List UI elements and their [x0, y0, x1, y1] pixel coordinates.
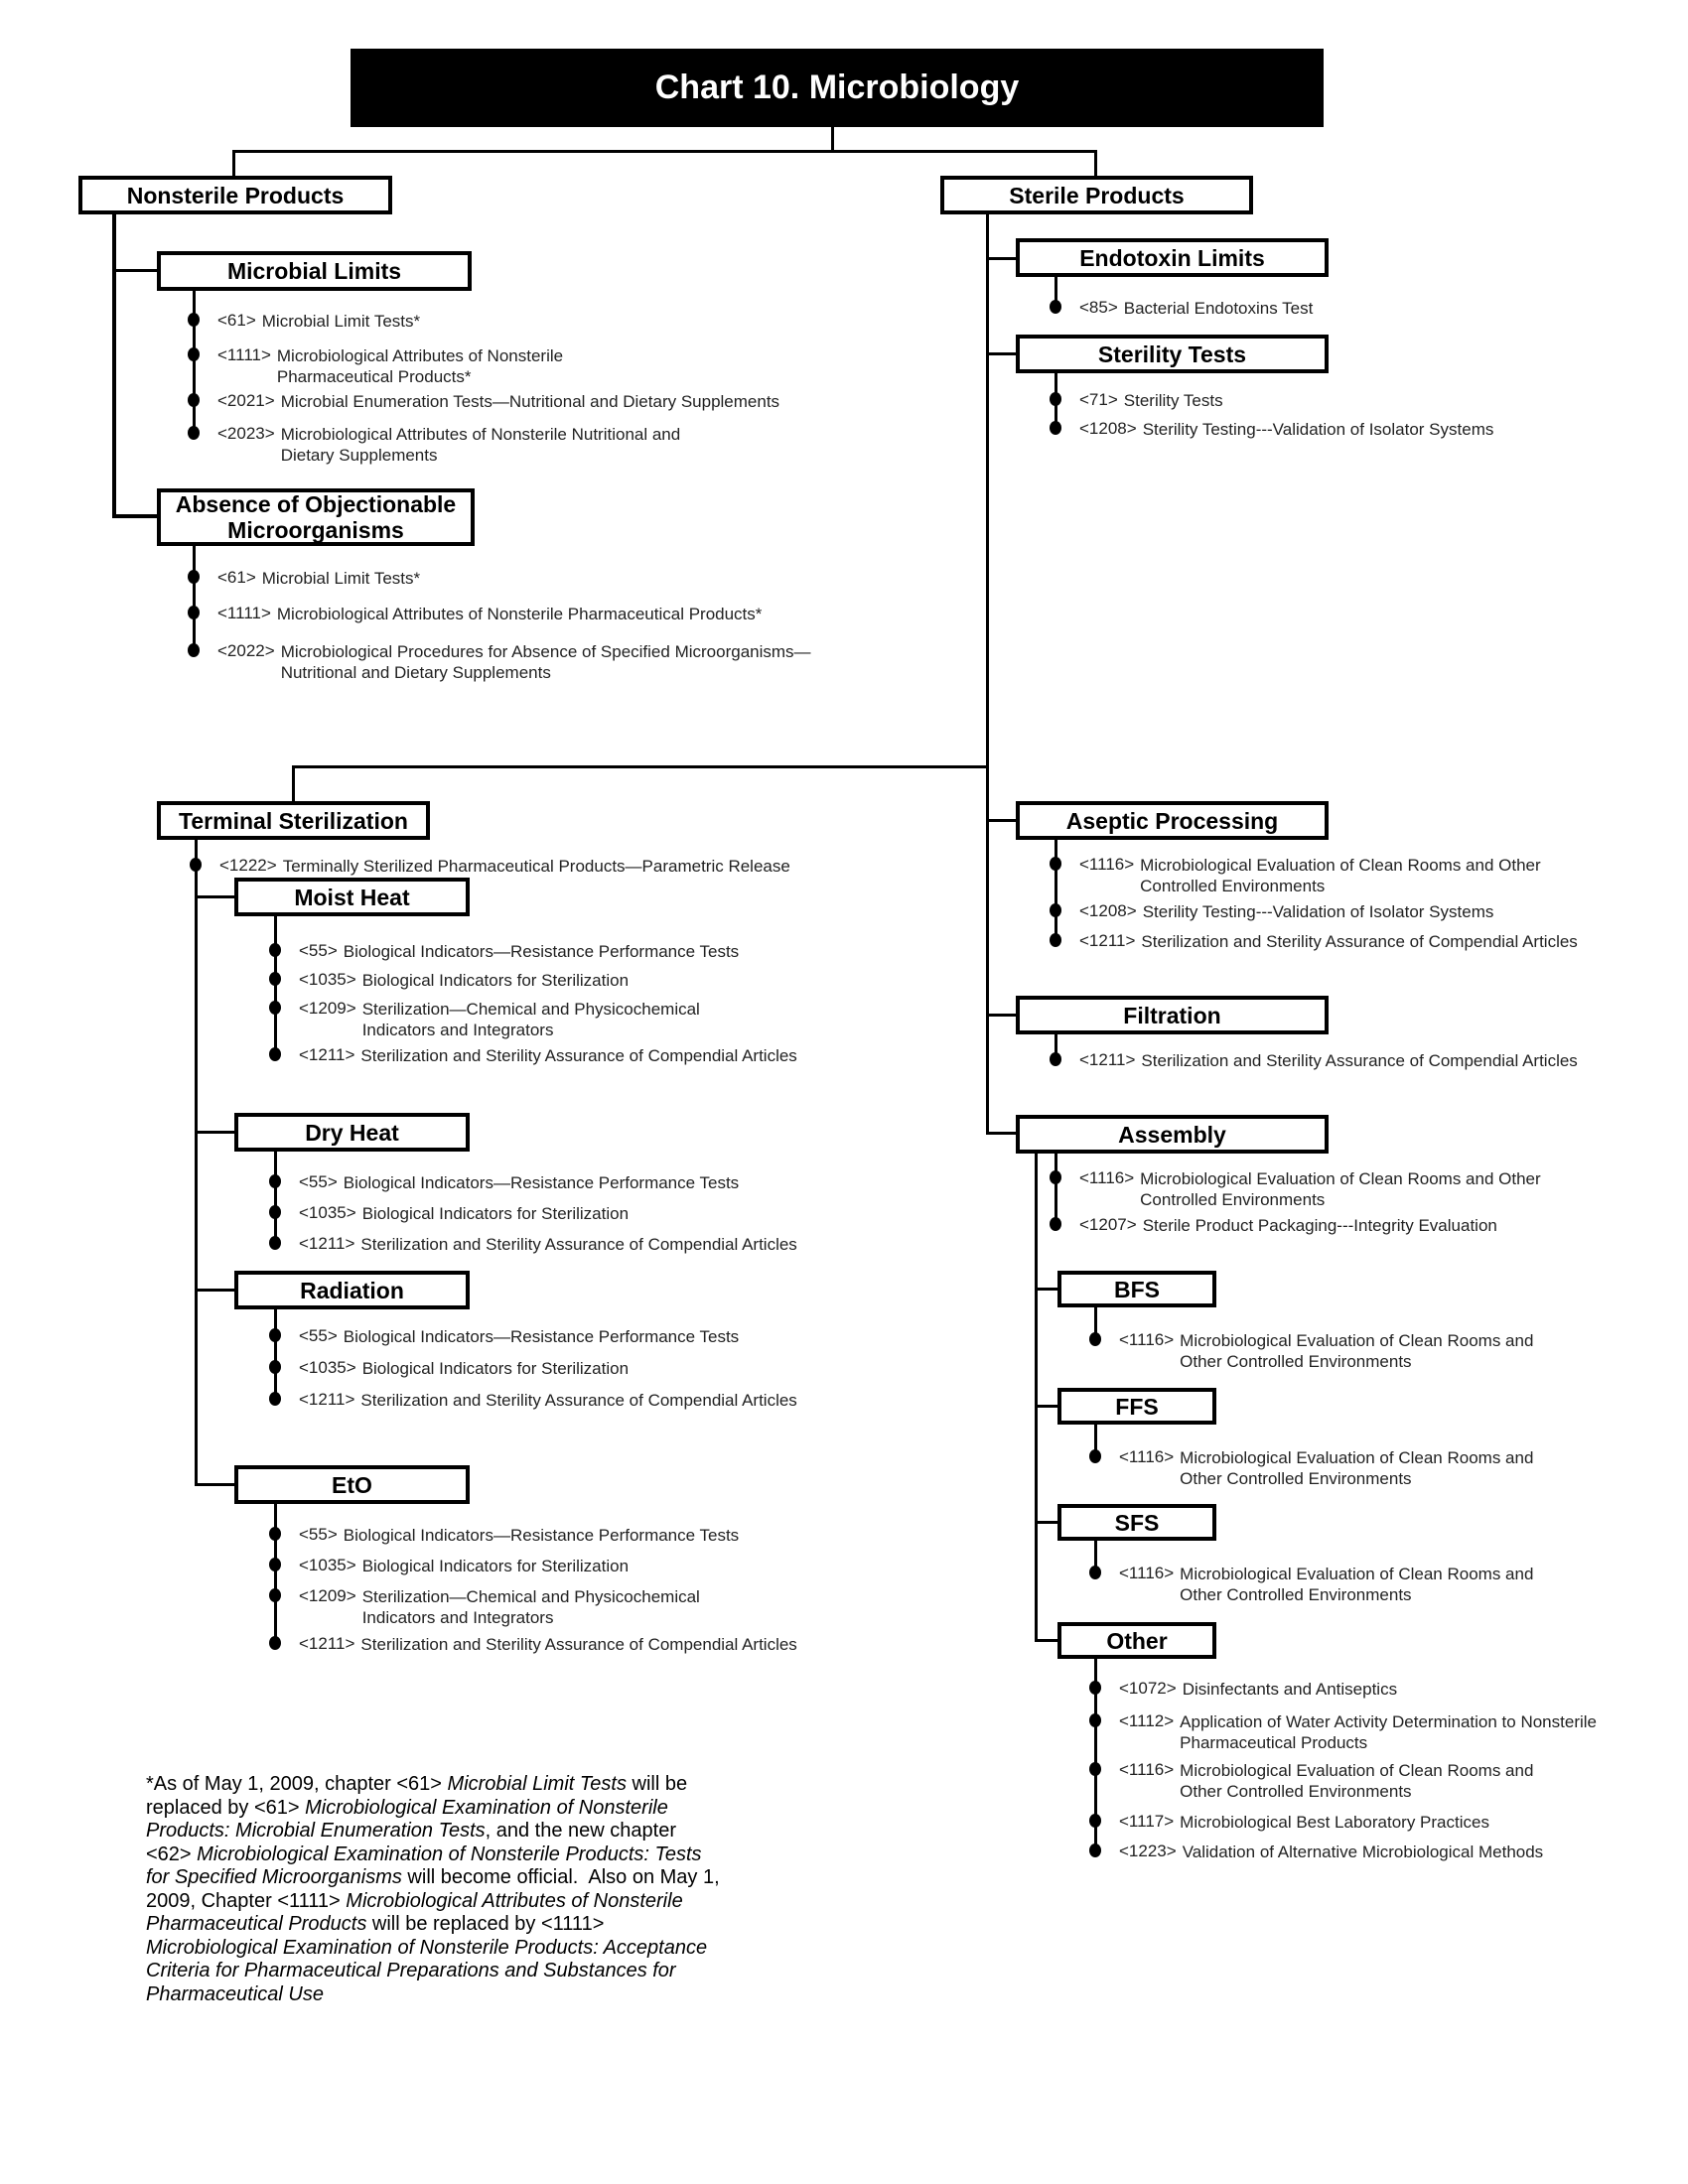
- chapter-item: [188, 424, 738, 466]
- connector-line: [195, 1483, 234, 1486]
- chapter-item: [269, 1234, 797, 1255]
- chapter-item: [269, 1634, 797, 1655]
- chapter-item: [1089, 1711, 1636, 1753]
- bullet-dot-icon: [1089, 1449, 1101, 1463]
- chapter-item: [1050, 298, 1313, 319]
- chapter-number: <1111>: [217, 604, 271, 622]
- node-endotoxin-limits: [1016, 238, 1329, 277]
- node-label: Filtration: [1123, 1002, 1221, 1028]
- node-microbial-limits: [157, 251, 472, 291]
- chapter-number: <1072>: [1119, 1679, 1177, 1698]
- connector-line: [112, 514, 157, 518]
- chapter-item: [1089, 1812, 1489, 1833]
- chapter-number: <71>: [1079, 390, 1118, 409]
- node-label: Radiation: [300, 1277, 404, 1303]
- chapter-item: [1050, 1168, 1552, 1210]
- node-bfs: [1057, 1271, 1216, 1307]
- chapter-item: [269, 1172, 739, 1193]
- bullet-dot-icon: [269, 972, 281, 986]
- chapter-item: [1089, 1842, 1543, 1862]
- node-label: Other: [1106, 1627, 1168, 1654]
- chapter-number: <1117>: [1119, 1812, 1175, 1831]
- bullet-dot-icon: [269, 943, 281, 957]
- chapter-number: <1116>: [1079, 1168, 1135, 1187]
- node-label: Sterility Tests: [1097, 341, 1247, 367]
- connector-line: [292, 765, 988, 768]
- node-sterile-products: [940, 176, 1253, 214]
- chapter-title: Biological Indicators—Resistance Performance Tests: [343, 1173, 740, 1192]
- node-label: Terminal Sterilization: [179, 807, 408, 834]
- chapter-title: Microbiological Evaluation of Clean Rooms and Other Controlled Environments: [1180, 1331, 1534, 1371]
- chapter-title: Validation of Alternative Microbiological Methods: [1182, 1843, 1544, 1861]
- node-radiation: [234, 1271, 470, 1309]
- chapter-item: [1050, 855, 1552, 896]
- chapter-number: <1222>: [219, 856, 277, 875]
- node-ffs: [1057, 1388, 1216, 1425]
- chapter-item: [1050, 1050, 1578, 1071]
- chapter-title: Microbial Enumeration Tests—Nutritional and Dietary Supplements: [280, 392, 780, 411]
- chapter-item: [269, 970, 629, 991]
- bullet-dot-icon: [269, 1588, 281, 1602]
- node-filtration: [1016, 996, 1329, 1034]
- chapter-title: Microbial Limit Tests*: [261, 569, 421, 588]
- node-label: Moist Heat: [294, 884, 410, 910]
- footnote-text: Microbiological Attributes of Nonsterile Pharmaceutical Products: [146, 1889, 689, 1935]
- chapter-title: Sterility Testing---Validation of Isolator Systems: [1142, 420, 1494, 439]
- bullet-dot-icon: [1050, 300, 1061, 314]
- chapter-title: Sterilization and Sterility Assurance of Compendial Articles: [360, 1046, 797, 1065]
- footnote: [146, 1773, 724, 2006]
- footnote-text: Microbiological Examination of Nonsterile Products: Acceptance Criteria for Pharmaceutical Preparations and Substances for Pharmaceutical Use: [146, 1936, 713, 2005]
- chapter-title: Microbiological Evaluation of Clean Rooms and Other Controlled Environments: [1180, 1565, 1534, 1604]
- bullet-dot-icon: [1050, 392, 1061, 406]
- bullet-dot-icon: [188, 393, 200, 407]
- chapter-item: [1050, 901, 1493, 922]
- footnote-text: will be replaced by <61>: [146, 1773, 693, 1819]
- bullet-dot-icon: [188, 606, 200, 619]
- connector-line: [988, 1014, 1016, 1017]
- connector-line: [195, 840, 198, 1486]
- node-label: Aseptic Processing: [1065, 807, 1279, 834]
- chapter-number: <1207>: [1079, 1215, 1137, 1234]
- chapter-number: <1208>: [1079, 419, 1137, 438]
- chapter-number: <1211>: [299, 1234, 355, 1253]
- chapter-number: <1116>: [1119, 1760, 1175, 1779]
- connector-line: [1094, 150, 1097, 176]
- node-sfs: [1057, 1504, 1216, 1541]
- chapter-title: Biological Indicators—Resistance Performance Tests: [343, 1526, 740, 1545]
- chapter-item: [269, 1586, 705, 1628]
- bullet-dot-icon: [269, 1636, 281, 1650]
- bullet-dot-icon: [1089, 1681, 1101, 1695]
- chapter-number: <1208>: [1079, 901, 1137, 920]
- chapter-number: <1211>: [1079, 931, 1136, 950]
- chapter-number: <1209>: [299, 999, 356, 1018]
- connector-line: [1035, 1521, 1057, 1524]
- chapter-number: <55>: [299, 941, 338, 960]
- bullet-dot-icon: [188, 347, 200, 361]
- chapter-number: <1211>: [299, 1390, 355, 1409]
- bullet-dot-icon: [269, 1328, 281, 1342]
- chapter-title: Microbiological Attributes of Nonsterile Pharmaceutical Products*: [276, 605, 763, 623]
- bullet-dot-icon: [1089, 1843, 1101, 1857]
- chapter-title: Sterilization—Chemical and Physicochemical Indicators and Integrators: [361, 1587, 700, 1627]
- chapter-number: <2023>: [217, 424, 275, 443]
- chapter-item: [269, 941, 739, 962]
- chapter-item: [1050, 419, 1493, 440]
- chapter-number: <1211>: [299, 1634, 355, 1653]
- chapter-number: <1211>: [299, 1045, 355, 1064]
- node-absence-objectionable: [157, 488, 475, 546]
- chapter-item: [190, 856, 790, 877]
- chapter-number: <1209>: [299, 1586, 356, 1605]
- chapter-number: <85>: [1079, 298, 1118, 317]
- chapter-item: [1050, 390, 1223, 411]
- node-label: Sterile Products: [1009, 182, 1185, 208]
- chapter-number: <1035>: [299, 1556, 356, 1574]
- bullet-dot-icon: [269, 1205, 281, 1219]
- bullet-dot-icon: [190, 858, 202, 872]
- node-moist-heat: [234, 878, 470, 916]
- node-nonsterile-products: [78, 176, 392, 214]
- chapter-title: Microbiological Attributes of Nonsterile Pharmaceutical Products*: [276, 346, 564, 386]
- bullet-dot-icon: [269, 1047, 281, 1061]
- node-terminal-sterilization: [157, 801, 430, 840]
- chapter-title: Biological Indicators—Resistance Performance Tests: [343, 942, 740, 961]
- chapter-item: [269, 1326, 739, 1347]
- connector-line: [274, 1309, 277, 1401]
- node-other: [1057, 1622, 1216, 1659]
- bullet-dot-icon: [1050, 903, 1061, 917]
- chapter-title: Terminally Sterilized Pharmaceutical Products—Parametric Release: [282, 857, 790, 876]
- chapter-title: Microbiological Evaluation of Clean Rooms and Other Controlled Environments: [1140, 1169, 1541, 1209]
- connector-line: [274, 1152, 277, 1245]
- chapter-item: [188, 311, 420, 332]
- chapter-number: <1112>: [1119, 1711, 1175, 1730]
- node-sterility-tests: [1016, 335, 1329, 373]
- chapter-title: Microbiological Evaluation of Clean Rooms and Other Controlled Environments: [1180, 1448, 1534, 1488]
- chapter-title: Microbiological Procedures for Absence of Specified Microorganisms—Nutritional and Dietary Supplements: [280, 642, 811, 682]
- footnote-text: Microbiological Examination of Nonsterile Products: Tests for Specified Microorganisms: [146, 1843, 708, 1888]
- node-label: SFS: [1114, 1509, 1160, 1536]
- bullet-dot-icon: [1050, 1052, 1061, 1066]
- node-label: Nonsterile Products: [126, 182, 345, 208]
- chapter-item: [269, 1556, 629, 1576]
- chapter-number: <1111>: [217, 345, 271, 364]
- footnote-text: *As of May 1, 2009, chapter <61>: [146, 1773, 448, 1795]
- chapter-number: <2022>: [217, 641, 275, 660]
- node-assembly: [1016, 1115, 1329, 1154]
- bullet-dot-icon: [269, 1001, 281, 1015]
- chapter-title: Biological Indicators for Sterilization: [361, 1359, 630, 1378]
- bullet-dot-icon: [1050, 421, 1061, 435]
- chapter-number: <1223>: [1119, 1842, 1177, 1860]
- chapter-title: Sterility Tests: [1123, 391, 1223, 410]
- bullet-dot-icon: [1089, 1332, 1101, 1346]
- connector-line: [988, 1132, 1016, 1135]
- bullet-dot-icon: [188, 570, 200, 584]
- chapter-title: Microbial Limit Tests*: [261, 312, 421, 331]
- connector-line: [1035, 1154, 1038, 1642]
- node-dry-heat: [234, 1113, 470, 1152]
- connector-line: [1035, 1405, 1057, 1408]
- footnote-text: will be replaced by <1111>: [366, 1913, 610, 1935]
- bullet-dot-icon: [1050, 933, 1061, 947]
- chapter-number: <1035>: [299, 970, 356, 989]
- chapter-number: <1116>: [1119, 1447, 1175, 1466]
- chapter-number: <55>: [299, 1525, 338, 1544]
- bullet-dot-icon: [269, 1174, 281, 1188]
- bullet-dot-icon: [1089, 1814, 1101, 1828]
- node-eto: [234, 1465, 470, 1504]
- chapter-item: [269, 1203, 629, 1224]
- chapter-number: <61>: [217, 568, 256, 587]
- chapter-title: Sterilization and Sterility Assurance of Compendial Articles: [360, 1391, 797, 1410]
- bullet-dot-icon: [188, 313, 200, 327]
- chapter-number: <2021>: [217, 391, 275, 410]
- chapter-number: <1035>: [299, 1203, 356, 1222]
- connector-line: [988, 352, 1016, 355]
- chapter-title: Sterile Product Packaging---Integrity Evaluation: [1142, 1216, 1497, 1235]
- connector-line: [831, 127, 834, 152]
- chapter-item: [1089, 1447, 1542, 1489]
- chapter-title: Application of Water Activity Determination to Nonsterile Pharmaceutical Products: [1180, 1712, 1597, 1752]
- node-label: BFS: [1114, 1276, 1160, 1302]
- chart-title-banner: [351, 49, 1324, 127]
- chapter-title: Bacterial Endotoxins Test: [1123, 299, 1314, 318]
- chapter-item: [188, 568, 420, 589]
- chapter-number: <1035>: [299, 1358, 356, 1377]
- chapter-title: Microbiological Evaluation of Clean Rooms and Other Controlled Environments: [1180, 1761, 1534, 1801]
- chapter-item: [1050, 931, 1578, 952]
- chapter-title: Biological Indicators for Sterilization: [361, 1204, 630, 1223]
- connector-line: [988, 257, 1016, 260]
- chapter-item: [269, 1358, 629, 1379]
- connector-line: [195, 895, 234, 898]
- chapter-title: Sterilization and Sterility Assurance of Compendial Articles: [1141, 1051, 1578, 1070]
- connector-line: [292, 765, 295, 801]
- chapter-item: [1050, 1215, 1497, 1236]
- chapter-item: [1089, 1760, 1542, 1802]
- chapter-title: Sterilization—Chemical and Physicochemical Indicators and Integrators: [361, 1000, 700, 1039]
- chapter-item: [188, 345, 605, 387]
- connector-line: [232, 150, 235, 176]
- bullet-dot-icon: [269, 1558, 281, 1571]
- connector-line: [195, 1131, 234, 1134]
- chapter-title: Microbiological Best Laboratory Practices: [1180, 1813, 1489, 1832]
- bullet-dot-icon: [1089, 1713, 1101, 1727]
- connector-line: [232, 150, 1097, 153]
- chapter-title: Sterilization and Sterility Assurance of Compendial Articles: [1141, 932, 1578, 951]
- bullet-dot-icon: [269, 1527, 281, 1541]
- chapter-title: Disinfectants and Antiseptics: [1182, 1680, 1398, 1699]
- chapter-item: [188, 604, 762, 624]
- footnote-text: , and the new chapter <62>: [146, 1820, 682, 1865]
- bullet-dot-icon: [1050, 1217, 1061, 1231]
- connector-line: [1035, 1639, 1057, 1642]
- chapter-item: [1089, 1330, 1542, 1372]
- chapter-number: <1116>: [1079, 855, 1135, 874]
- node-label: Dry Heat: [305, 1119, 399, 1146]
- chapter-item: [269, 1390, 797, 1411]
- chapter-item: [269, 1525, 739, 1546]
- bullet-dot-icon: [1050, 1170, 1061, 1184]
- chapter-number: <61>: [217, 311, 256, 330]
- bullet-dot-icon: [269, 1392, 281, 1406]
- node-label: Assembly: [1118, 1121, 1226, 1148]
- connector-line: [114, 269, 157, 272]
- chapter-item: [269, 999, 705, 1040]
- connector-line: [1035, 1288, 1057, 1291]
- chart-title: Chart 10. Microbiology: [654, 68, 1020, 106]
- chapter-number: <1116>: [1119, 1330, 1175, 1349]
- chapter-title: Biological Indicators for Sterilization: [361, 1557, 630, 1575]
- chapter-item: [269, 1045, 797, 1066]
- connector-line: [195, 1289, 234, 1292]
- chapter-title: Sterility Testing---Validation of Isolator Systems: [1142, 902, 1494, 921]
- footnote-text: Microbiological Examination of Nonsterile Products: Microbial Enumeration Tests: [146, 1796, 674, 1842]
- bullet-dot-icon: [188, 643, 200, 657]
- chapter-title: Biological Indicators—Resistance Performance Tests: [343, 1327, 740, 1346]
- chapter-title: Sterilization and Sterility Assurance of Compendial Articles: [360, 1635, 797, 1654]
- bullet-dot-icon: [188, 426, 200, 440]
- chapter-title: Sterilization and Sterility Assurance of Compendial Articles: [360, 1235, 797, 1254]
- chapter-item: [1089, 1679, 1397, 1700]
- footnote-text: Microbial Limit Tests: [447, 1773, 627, 1795]
- node-label: Endotoxin Limits: [1079, 244, 1265, 271]
- bullet-dot-icon: [1089, 1566, 1101, 1579]
- node-label: EtO: [332, 1471, 372, 1498]
- connector-line: [112, 214, 116, 518]
- bullet-dot-icon: [269, 1360, 281, 1374]
- chapter-number: <55>: [299, 1326, 338, 1345]
- node-label: FFS: [1115, 1393, 1159, 1420]
- footnote-text: will become official. Also on May 1, 2009, Chapter <1111>: [146, 1866, 726, 1912]
- chapter-number: <1116>: [1119, 1564, 1175, 1582]
- chapter-title: Microbiological Attributes of Nonsterile Nutritional and Dietary Supplements: [280, 425, 681, 465]
- bullet-dot-icon: [269, 1236, 281, 1250]
- chapter-item: [1089, 1564, 1542, 1605]
- chapter-item: [188, 391, 779, 412]
- node-label: Microbial Limits: [226, 258, 402, 284]
- chapter-item: [188, 641, 822, 683]
- chapter-number: <1211>: [1079, 1050, 1136, 1069]
- chapter-number: <55>: [299, 1172, 338, 1191]
- bullet-dot-icon: [1050, 857, 1061, 871]
- bullet-dot-icon: [1089, 1762, 1101, 1776]
- connector-line: [988, 819, 1016, 822]
- node-label: Absence of Objectionable Microorganisms: [175, 491, 457, 543]
- chapter-title: Biological Indicators for Sterilization: [361, 971, 630, 990]
- chapter-title: Microbiological Evaluation of Clean Rooms and Other Controlled Environments: [1140, 856, 1541, 895]
- node-aseptic-processing: [1016, 801, 1329, 840]
- connector-line: [193, 546, 196, 652]
